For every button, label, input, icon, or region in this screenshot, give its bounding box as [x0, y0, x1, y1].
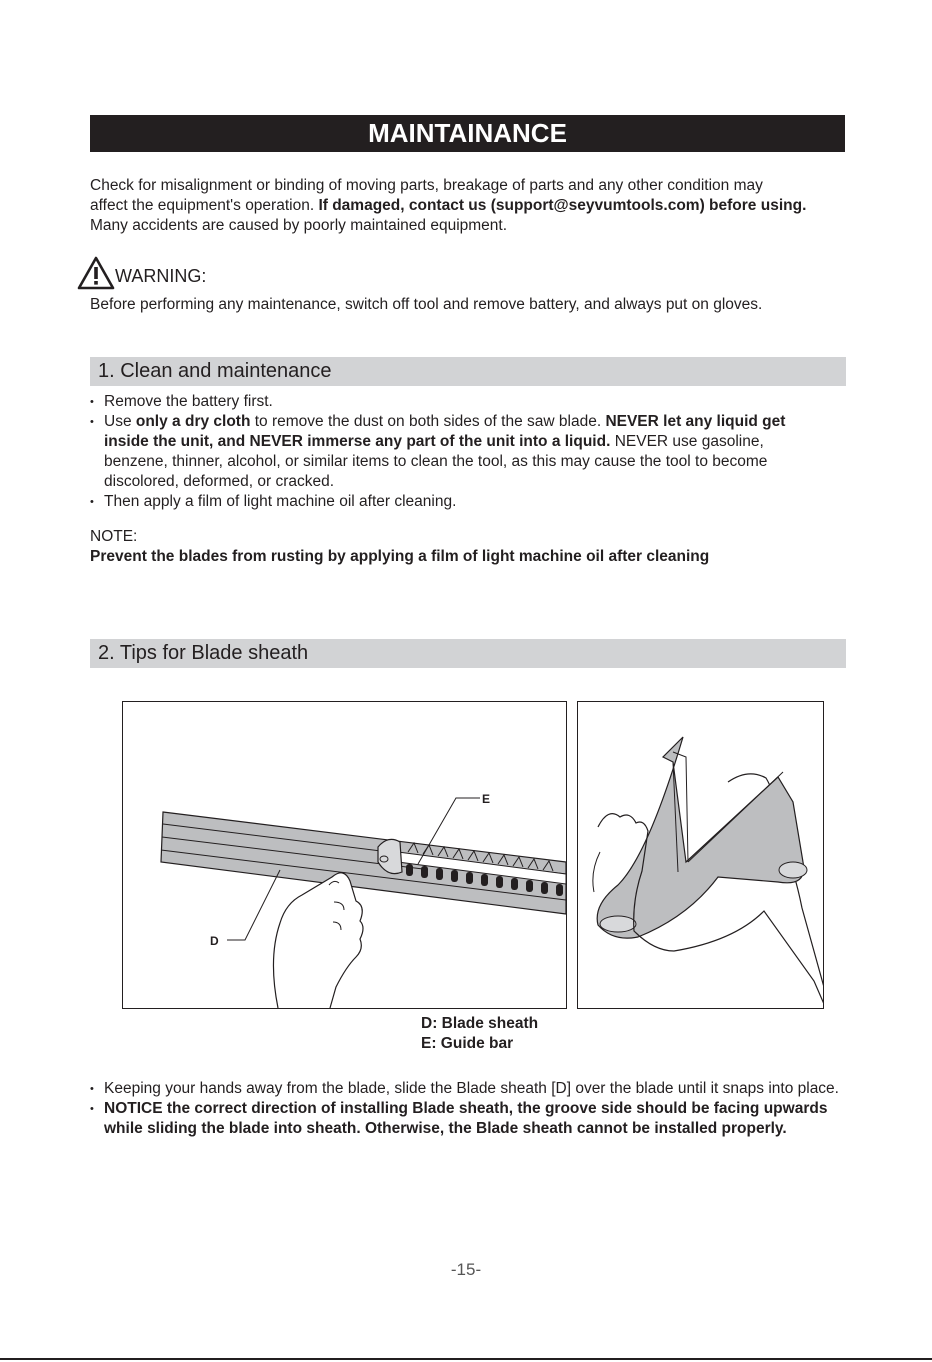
list-item-bold-text: NOTICE the correct direction of installing Blade sheath, the groove side should be facing upwards while sliding the blade into sheath. Otherwise, the Blade sheath cannot be installed properly.: [104, 1100, 828, 1137]
note-label: NOTE:: [90, 528, 138, 545]
list-item: [90, 1099, 845, 1139]
list-item: [90, 492, 825, 512]
clean-bullet-list: [90, 392, 825, 512]
caption-e: E: Guide bar: [421, 1035, 514, 1052]
list-item-text: Keeping your hands away from the blade, slide the Blade sheath [D] over the blade until it snaps into place.: [104, 1080, 839, 1097]
hedge-trimmer-illustration: [123, 702, 566, 1008]
note-text: Prevent the blades from rusting by applying a film of light machine oil after cleaning: [90, 548, 710, 565]
page-title: MAINTAINANCE: [90, 115, 845, 152]
list-item-text: to remove the dust on both sides of the saw blade.: [250, 413, 606, 430]
sheath-in-hands-illustration: [578, 702, 823, 1008]
label-d: D: [210, 934, 219, 948]
list-item-bold-text: NEVER let any liquid get inside the unit, and NEVER immerse any part of the unit into a liquid.: [104, 413, 786, 450]
warning-label: WARNING:: [115, 266, 207, 286]
section-heading-sheath: [90, 639, 846, 668]
warning-heading: [77, 256, 206, 296]
caption-d: D: Blade sheath: [421, 1015, 539, 1032]
intro-text: affect the equipment's operation.: [90, 197, 319, 214]
label-e: E: [482, 792, 491, 806]
sheath-bullet-list: [90, 1079, 845, 1139]
note-block: [90, 527, 850, 567]
figure-caption: [421, 1014, 538, 1054]
figure-sheath-hands: [577, 701, 824, 1009]
section-heading-text: 2. Tips for Blade sheath: [98, 642, 309, 664]
intro-contact-text: If damaged, contact us (support@seyvumtools.com) before using.: [318, 197, 807, 214]
section-heading-clean: [90, 357, 846, 386]
list-item: [90, 1079, 845, 1099]
figure-blade-sheath: [122, 701, 567, 1009]
list-item-text: NEVER use gasoline, benzene, thinner, alcohol, or similar items to clean the tool, as this may cause the tool to become discolored, deformed, or cracked.: [104, 433, 768, 490]
bottom-rule: [0, 1358, 932, 1360]
list-item-bold-text: only a dry cloth: [135, 413, 251, 430]
list-item-text: Then apply a film of light machine oil after cleaning.: [104, 493, 457, 510]
warning-triangle-icon: [77, 256, 115, 290]
intro-line-1: Check for misalignment or binding of moving parts, breakage of parts and any other condition may: [90, 177, 763, 194]
list-item: [90, 392, 825, 412]
list-item-text: Remove the battery first.: [104, 393, 273, 410]
intro-line-2: [90, 196, 850, 216]
list-item: [90, 412, 825, 492]
intro-paragraph: [90, 176, 850, 236]
page-number: -15-: [450, 1260, 482, 1279]
list-item-text: Use: [104, 413, 136, 430]
intro-line-3: Many accidents are caused by poorly maintained equipment.: [90, 217, 508, 234]
section-heading-text: 1. Clean and maintenance: [98, 360, 332, 382]
warning-text: Before performing any maintenance, switch off tool and remove battery, and always put on gloves.: [90, 296, 763, 313]
